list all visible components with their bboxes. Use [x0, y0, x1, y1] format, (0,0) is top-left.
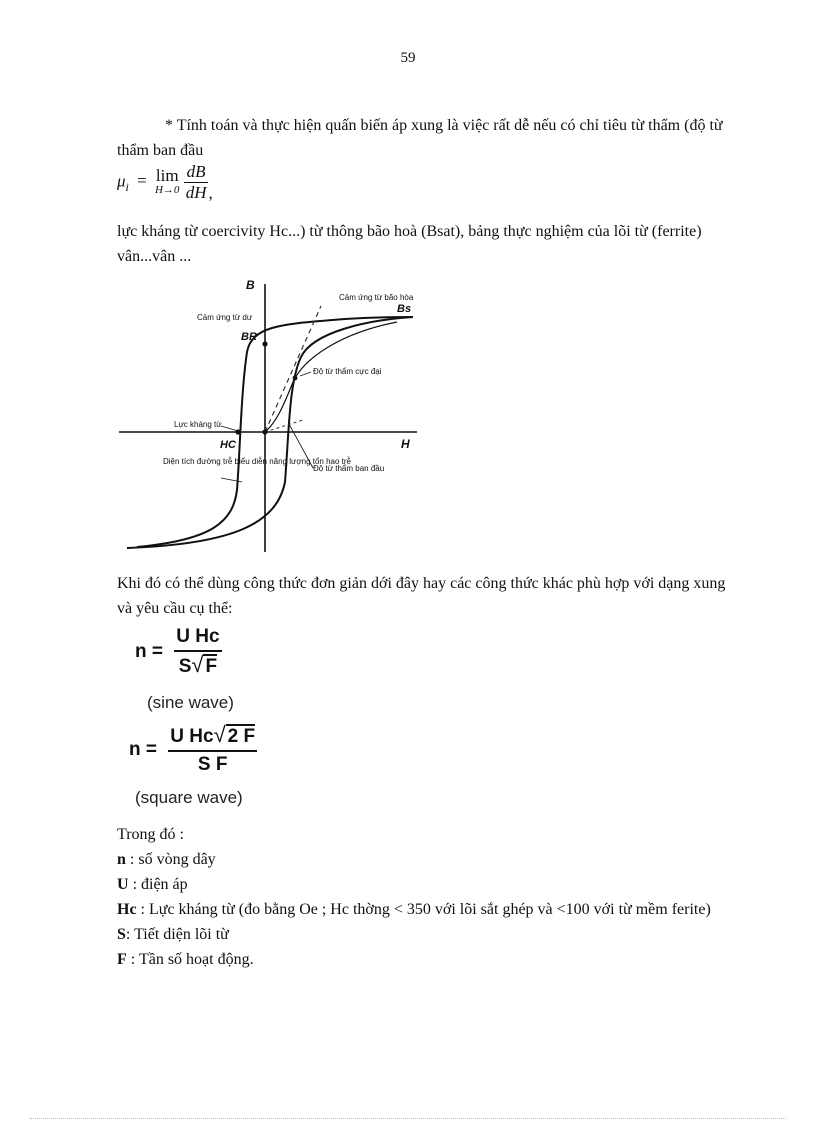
br-symbol: BR	[241, 331, 257, 343]
sqrt-symbol-icon: √	[213, 722, 226, 747]
formula-sine-denominator	[174, 652, 221, 680]
b-axis-label: B	[246, 278, 255, 292]
definition-symbol: n	[117, 851, 126, 868]
definition-text: : Tần số hoạt động.	[126, 951, 254, 968]
definitions-list	[117, 822, 742, 972]
formula-square-fraction	[168, 722, 257, 778]
permeability-formula	[117, 162, 213, 203]
definition-u	[117, 872, 742, 897]
intro-paragraph: * Tính toán và thực hiện quấn biến áp xung là việc rất dễ nếu có chỉ tiêu từ thẩm (độ từ thẩm ban đầu	[117, 117, 723, 159]
formula-square-numerator	[168, 722, 257, 752]
limit-text: lim	[155, 165, 179, 185]
formula-square-num-left: U Hc	[170, 726, 214, 747]
definition-text: : điện áp	[128, 876, 188, 893]
definition-s	[117, 922, 742, 947]
page-number: 59	[400, 50, 416, 66]
area-label: Diện tích đường trễ biểu diễn năng lượng tổn hao trễ	[163, 457, 351, 466]
definition-f	[117, 947, 742, 972]
hysteresis-figure	[117, 272, 437, 554]
formula-square-caption: (square wave)	[135, 788, 243, 807]
mu-symbol: μ	[117, 171, 126, 191]
formula-sine-den-f: F	[205, 656, 218, 677]
remanence-point	[262, 341, 267, 346]
fraction-numerator: dB	[184, 162, 209, 183]
definition-n	[117, 847, 742, 872]
definition-text: : Tiết diện lõi từ	[125, 926, 229, 943]
definition-text: : Lực kháng từ (đo bằng Oe ; Hc thờng < 350 với lõi sắt ghép và <100 với từ mềm ferite)	[136, 901, 711, 918]
intro-paragraph-continued: lực kháng từ coercivity Hc...) từ thông bão hoà (Bsat), bảng thực nghiệm của lõi từ (ferrite) vân...vân ...	[117, 223, 702, 265]
max-permeability-point	[293, 376, 298, 381]
definition-symbol: Hc	[117, 901, 137, 918]
formula-square-lhs: n =	[129, 739, 157, 760]
fraction-denominator: dH	[185, 183, 207, 202]
definition-symbol: S	[117, 926, 126, 943]
limit-subscript: H→0	[154, 183, 180, 196]
formula-sine-caption: (sine wave)	[147, 693, 234, 712]
formula-sine	[135, 624, 222, 680]
definitions-heading: Trong đó :	[117, 826, 184, 843]
initial-magnetization-curve	[265, 322, 397, 432]
definition-symbol: U	[117, 876, 129, 893]
saturation-label: Cảm ứng từ bão hòa	[339, 293, 414, 302]
formula-sine-lhs: n =	[135, 641, 163, 662]
limit-operator	[154, 165, 180, 197]
area-leader	[221, 478, 242, 482]
formula-square-denominator: S F	[197, 754, 228, 775]
max-permeability-leader	[300, 372, 311, 376]
formula-intro-paragraph: Khi đó có thể dùng công thức đơn giản dới đây hay các công thức khác phù hợp với dạng xung và yêu cầu cụ thể:	[117, 575, 726, 617]
derivative-fraction	[184, 162, 209, 203]
bs-symbol: Bs	[397, 303, 412, 315]
page-bottom-rule	[30, 1118, 786, 1119]
remanence-label: Cảm ứng từ dư	[197, 313, 253, 322]
loop-descending-branch	[137, 319, 345, 547]
definition-symbol: F	[117, 951, 127, 968]
mu-subscript: i	[125, 179, 129, 194]
formula-sine-numerator: U Hc	[174, 624, 221, 652]
coercivity-leader	[221, 426, 238, 431]
formula-comma: ,	[208, 183, 213, 203]
max-permeability-label: Độ từ thẩm cực đại	[313, 367, 382, 376]
equals-sign: =	[137, 171, 147, 191]
hc-symbol: HC	[220, 439, 236, 451]
definition-hc	[117, 897, 742, 922]
origin-point	[262, 429, 267, 434]
sqrt-symbol-icon: √	[191, 652, 204, 677]
definition-text: : số vòng dây	[125, 851, 216, 868]
formula-square-num-root: 2 F	[227, 726, 256, 747]
coercivity-label: Lực kháng từ	[174, 420, 222, 429]
initial-permeability-label: Độ từ thẩm ban đầu	[313, 464, 385, 473]
formula-sine-fraction	[174, 624, 221, 680]
h-axis-label: H	[401, 437, 410, 451]
formula-sine-den-s: S	[178, 656, 192, 677]
formula-square	[129, 722, 257, 778]
